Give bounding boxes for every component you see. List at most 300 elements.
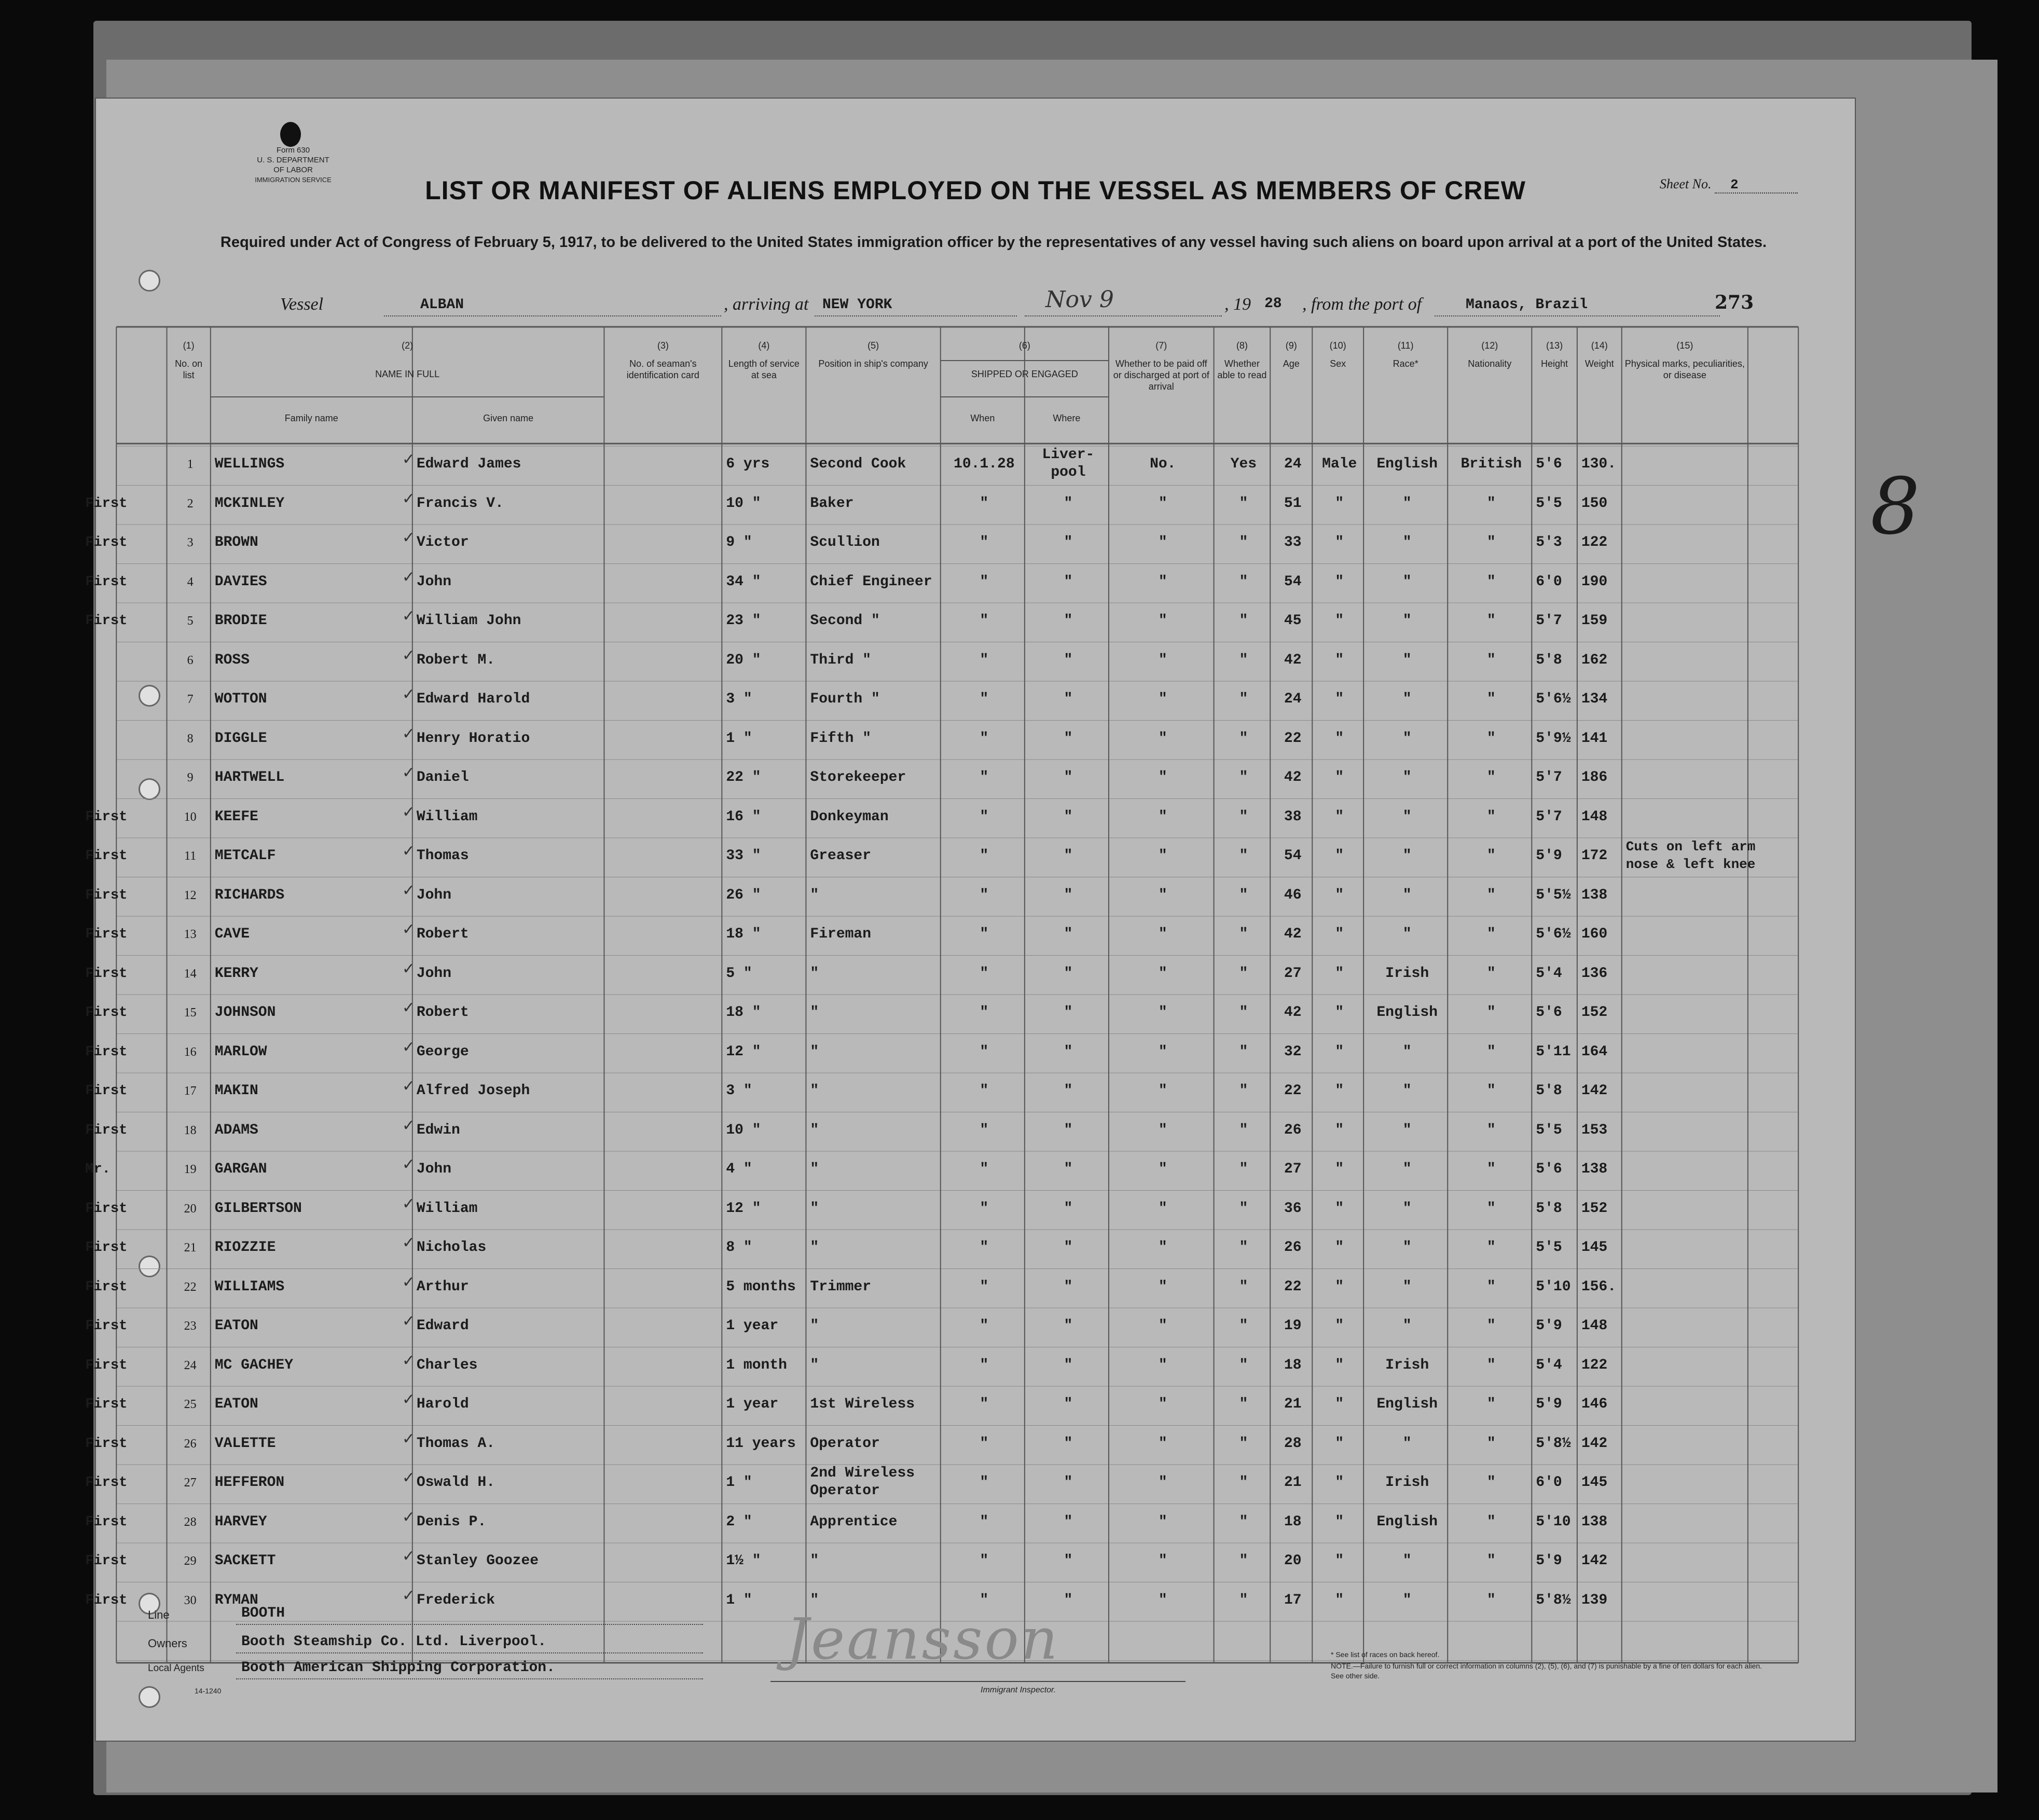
page-subtitle: Required under Act of Congress of February 5, 1917, to be delivered to the United States immigration officer by the representatives of any vessel having such aliens on board upon arrival at a port of the United States.	[220, 234, 1767, 251]
cell-position: Second "	[810, 613, 880, 629]
cell-read: "	[1239, 848, 1248, 864]
cell-position: Third "	[810, 652, 872, 668]
cell-when: "	[980, 1239, 989, 1256]
cell-service: 5 "	[726, 965, 752, 982]
cell-height: 5'9	[1536, 1553, 1562, 1569]
cell-weight: 153	[1581, 1122, 1608, 1138]
cell-where: "	[1064, 730, 1073, 747]
cell-position: Storekeeper	[810, 769, 906, 785]
column-header-c9: Age	[1283, 359, 1300, 369]
cell-service: 1½ "	[726, 1553, 761, 1569]
cell-where: "	[1064, 1396, 1073, 1412]
cell-weight: 146	[1581, 1396, 1608, 1412]
cell-mark: First	[85, 535, 128, 550]
year-prefix: , 19	[1224, 295, 1251, 314]
cell-nat: "	[1486, 573, 1496, 590]
column-header-c7: Whether to be paid off or discharged at port of arrival	[1113, 359, 1209, 392]
arrival-date-handwritten: Nov 9	[1045, 286, 1114, 313]
cell-age: 22	[1284, 1083, 1302, 1099]
cell-read: "	[1239, 573, 1248, 590]
cell-race: English	[1376, 1396, 1438, 1412]
cell-read: "	[1239, 1043, 1248, 1060]
cell-no: 20	[184, 1202, 197, 1216]
cell-paid: "	[1158, 1239, 1167, 1256]
cell-when: "	[980, 848, 989, 864]
cell-race: "	[1402, 613, 1412, 629]
check-mark-icon: ✓	[402, 1155, 415, 1174]
cell-given: Denis P.	[416, 1513, 487, 1530]
cell-paid: "	[1158, 652, 1167, 668]
cell-weight: 162	[1581, 652, 1608, 668]
cell-sex: "	[1335, 1122, 1344, 1138]
cell-nat: "	[1486, 808, 1496, 825]
cell-when: "	[980, 613, 989, 629]
cell-read: "	[1239, 1122, 1248, 1138]
cell-read: "	[1239, 1474, 1248, 1491]
cell-height: 5'5	[1536, 1239, 1562, 1256]
cell-where: "	[1064, 1357, 1073, 1373]
cell-sex: "	[1335, 887, 1344, 903]
cell-height: 5'8	[1536, 1083, 1562, 1099]
column-header-c15: Physical marks, peculiarities, or disease	[1624, 359, 1745, 380]
cell-service: 22 "	[726, 769, 761, 785]
cell-position: "	[810, 1083, 819, 1099]
cell-weight: 164	[1581, 1043, 1608, 1060]
cell-age: 46	[1284, 887, 1302, 903]
column-subheader-c2a: Family name	[284, 413, 338, 423]
cell-paid: "	[1158, 1278, 1167, 1295]
cell-nat: "	[1486, 1122, 1496, 1138]
check-mark-icon: ✓	[402, 1116, 415, 1135]
cell-paid: "	[1158, 848, 1167, 864]
column-subheader-c2b: Given name	[483, 413, 534, 423]
cell-nat: "	[1486, 1043, 1496, 1060]
cell-family: ADAMS	[214, 1122, 258, 1138]
cell-service: 33 "	[726, 848, 761, 864]
cell-no: 22	[184, 1280, 197, 1294]
cell-where: Liver- pool	[1042, 447, 1095, 480]
cell-mark: First	[85, 1592, 128, 1608]
cell-height: 5'5	[1536, 495, 1562, 512]
cell-height: 5'6	[1536, 1004, 1562, 1021]
cell-given: William	[416, 1200, 478, 1217]
service-name: IMMIGRATION SERVICE	[255, 176, 332, 184]
cell-nat: "	[1486, 1474, 1496, 1491]
cell-nat: "	[1486, 1239, 1496, 1256]
cell-no: 24	[184, 1358, 197, 1372]
column-number-c13: (13)	[1546, 340, 1563, 351]
cell-age: 36	[1284, 1200, 1302, 1217]
cell-family: RICHARDS	[214, 887, 285, 903]
check-mark-icon: ✓	[402, 607, 415, 625]
cell-mark: First	[85, 1475, 128, 1491]
cell-no: 16	[184, 1045, 197, 1059]
cell-race: "	[1402, 1161, 1412, 1177]
cell-height: 6'0	[1536, 1474, 1562, 1491]
cell-race: "	[1402, 848, 1412, 864]
cell-where: "	[1064, 1083, 1073, 1099]
column-subheader-c6b: Where	[1053, 413, 1081, 423]
cell-race: "	[1402, 1435, 1412, 1452]
cell-height: 5'6½	[1536, 926, 1571, 942]
cell-no: 23	[184, 1319, 197, 1333]
cell-service: 1 month	[726, 1357, 787, 1373]
inspector-label: Immigrant Inspector.	[981, 1686, 1056, 1694]
cell-age: 27	[1284, 965, 1302, 982]
cell-read: "	[1239, 1278, 1248, 1295]
cell-weight: 152	[1581, 1200, 1608, 1217]
form-number: Form 630	[276, 146, 310, 155]
cell-weight: 142	[1581, 1435, 1608, 1452]
cell-where: "	[1064, 965, 1073, 982]
cell-no: 1	[187, 458, 194, 471]
check-mark-icon: ✓	[402, 1234, 415, 1252]
cell-position: Trimmer	[810, 1278, 872, 1295]
cell-when: "	[980, 808, 989, 825]
department-name: U. S. DEPARTMENT OF LABOR	[257, 156, 329, 174]
cell-age: 24	[1284, 456, 1302, 472]
cell-position: "	[810, 1592, 819, 1608]
cell-where: "	[1064, 652, 1073, 668]
cell-position: Chief Engineer	[810, 573, 932, 590]
cell-height: 5'8½	[1536, 1435, 1571, 1452]
cell-position: Second Cook	[810, 456, 906, 472]
cell-family: RYMAN	[214, 1592, 258, 1608]
cell-nat: "	[1486, 1513, 1496, 1530]
agents-value: Booth American Shipping Corporation.	[241, 1660, 555, 1676]
cell-age: 22	[1284, 730, 1302, 747]
cell-where: "	[1064, 573, 1073, 590]
cell-family: JOHNSON	[214, 1004, 276, 1021]
cell-height: 5'8½	[1536, 1592, 1571, 1608]
cell-family: BROWN	[214, 534, 258, 550]
cell-where: "	[1064, 534, 1073, 550]
from-port: Manaos, Brazil	[1466, 297, 1588, 313]
cell-given: Stanley Goozee	[416, 1553, 539, 1569]
cell-position: "	[810, 887, 819, 903]
check-mark-icon: ✓	[402, 1469, 415, 1487]
cell-where: "	[1064, 613, 1073, 629]
cell-height: 5'7	[1536, 769, 1562, 785]
cell-no: 28	[184, 1515, 197, 1529]
cell-paid: "	[1158, 691, 1167, 707]
cell-height: 5'9	[1536, 1318, 1562, 1334]
check-mark-icon: ✓	[402, 568, 415, 586]
cell-sex: "	[1335, 1592, 1344, 1608]
arriving-label: , arriving at	[724, 295, 809, 314]
cell-race: "	[1402, 1043, 1412, 1060]
column-header-c3: No. of seaman's identification card	[626, 359, 699, 380]
cell-service: 2 "	[726, 1513, 752, 1530]
cell-given: Oswald H.	[416, 1474, 495, 1491]
cell-sex: "	[1335, 965, 1344, 982]
cell-weight: 139	[1581, 1592, 1608, 1608]
cell-family: KEEFE	[214, 808, 258, 825]
sheet-label: Sheet No.	[1659, 176, 1712, 191]
cell-weight: 142	[1581, 1553, 1608, 1569]
cell-nat: "	[1486, 1278, 1496, 1295]
arriving-port: NEW YORK	[822, 297, 892, 313]
check-mark-icon: ✓	[402, 1351, 415, 1370]
cell-read: "	[1239, 495, 1248, 512]
cell-sex: "	[1335, 1200, 1344, 1217]
cell-given: Robert	[416, 926, 469, 942]
column-number-c2: (2)	[402, 340, 414, 351]
cell-mark: First	[85, 1436, 128, 1452]
cell-service: 5 months	[726, 1278, 796, 1295]
cell-nat: British	[1461, 456, 1522, 472]
column-number-c3: (3)	[657, 340, 669, 351]
cell-sex: "	[1335, 573, 1344, 590]
cell-race: English	[1376, 1004, 1438, 1021]
cell-read: "	[1239, 769, 1248, 785]
cell-nat: "	[1486, 691, 1496, 707]
cell-height: 5'6½	[1536, 691, 1571, 707]
check-mark-icon: ✓	[402, 529, 415, 547]
cell-service: 11 years	[726, 1435, 796, 1452]
cell-weight: 159	[1581, 613, 1608, 629]
cell-family: GILBERTSON	[214, 1200, 302, 1217]
cell-nat: "	[1486, 1435, 1496, 1452]
cell-age: 42	[1284, 1004, 1302, 1021]
cell-given: Edward	[416, 1318, 469, 1334]
page-number: 273	[1715, 292, 1754, 313]
column-number-c5: (5)	[867, 340, 879, 351]
cell-race: "	[1402, 691, 1412, 707]
cell-weight: 160	[1581, 926, 1608, 942]
cell-service: 12 "	[726, 1043, 761, 1060]
cell-age: 27	[1284, 1161, 1302, 1177]
cell-when: "	[980, 1396, 989, 1412]
column-header-c11: Race*	[1393, 359, 1418, 369]
cell-race: "	[1402, 1592, 1412, 1608]
column-header-c10: Sex	[1330, 359, 1346, 369]
cell-service: 3 "	[726, 691, 752, 707]
cell-family: BRODIE	[214, 613, 267, 629]
cell-service: 10 "	[726, 495, 761, 512]
check-mark-icon: ✓	[402, 959, 415, 978]
cell-when: "	[980, 769, 989, 785]
cell-age: 42	[1284, 769, 1302, 785]
cell-position: "	[810, 1043, 819, 1060]
cell-position: "	[810, 1239, 819, 1256]
cell-age: 42	[1284, 652, 1302, 668]
cell-given: Francis V.	[416, 495, 504, 512]
check-mark-icon: ✓	[402, 489, 415, 508]
cell-race: "	[1402, 1122, 1412, 1138]
cell-height: 5'8	[1536, 652, 1562, 668]
cell-height: 5'4	[1536, 965, 1562, 982]
cell-given: Edward Harold	[416, 691, 530, 707]
cell-sex: "	[1335, 1239, 1344, 1256]
cell-sex: "	[1335, 1396, 1344, 1412]
cell-family: HARVEY	[214, 1513, 267, 1530]
cell-given: Robert	[416, 1004, 469, 1021]
cell-family: DIGGLE	[214, 730, 267, 747]
column-number-c11: (11)	[1397, 340, 1414, 351]
cell-service: 26 "	[726, 887, 761, 903]
margin-mark: 8	[1870, 462, 1920, 552]
cell-service: 16 "	[726, 808, 761, 825]
cell-height: 5'7	[1536, 808, 1562, 825]
cell-given: Daniel	[416, 769, 469, 785]
cell-paid: "	[1158, 730, 1167, 747]
check-mark-icon: ✓	[402, 685, 415, 704]
cell-paid: "	[1158, 1318, 1167, 1334]
cell-weight: 134	[1581, 691, 1608, 707]
cell-given: Charles	[416, 1357, 478, 1373]
cell-mark: First	[85, 848, 128, 864]
cell-sex: "	[1335, 613, 1344, 629]
cell-nat: "	[1486, 769, 1496, 785]
cell-age: 54	[1284, 848, 1302, 864]
cell-weight: 142	[1581, 1083, 1608, 1099]
column-header-c14: Weight	[1585, 359, 1614, 369]
cell-nat: "	[1486, 1318, 1496, 1334]
cell-service: 1 year	[726, 1396, 779, 1412]
cell-mark: First	[85, 809, 128, 825]
cell-paid: "	[1158, 495, 1167, 512]
cell-nat: "	[1486, 1200, 1496, 1217]
cell-sex: "	[1335, 1435, 1344, 1452]
cell-given: William John	[416, 613, 521, 629]
cell-position: "	[810, 1161, 819, 1177]
cell-race: "	[1402, 1553, 1412, 1569]
cell-sex: "	[1335, 730, 1344, 747]
cell-mark: Mr.	[85, 1162, 111, 1177]
cell-nat: "	[1486, 495, 1496, 512]
column-header-c1: No. on list	[175, 359, 203, 380]
cell-height: 5'9	[1536, 848, 1562, 864]
cell-family: CAVE	[214, 926, 250, 942]
check-mark-icon: ✓	[402, 881, 415, 900]
cell-family: SACKETT	[214, 1553, 276, 1569]
cell-nat: "	[1486, 1083, 1496, 1099]
check-mark-icon: ✓	[402, 842, 415, 860]
check-mark-icon: ✓	[402, 1547, 415, 1565]
cell-weight: 138	[1581, 887, 1608, 903]
cell-paid: "	[1158, 1553, 1167, 1569]
column-number-c12: (12)	[1481, 340, 1498, 351]
cell-position: Scullion	[810, 534, 880, 550]
from-port-label: , from the port of	[1302, 295, 1422, 314]
cell-weight: 150	[1581, 495, 1608, 512]
check-mark-icon: ✓	[402, 803, 415, 821]
cell-nat: "	[1486, 730, 1496, 747]
cell-race: "	[1402, 652, 1412, 668]
cell-given: Henry Horatio	[416, 730, 530, 747]
check-mark-icon: ✓	[402, 1077, 415, 1095]
page-title: LIST OR MANIFEST OF ALIENS EMPLOYED ON THE VESSEL AS MEMBERS OF CREW	[425, 176, 1526, 205]
cell-age: 32	[1284, 1043, 1302, 1060]
cell-no: 2	[187, 497, 194, 511]
cell-nat: "	[1486, 1396, 1496, 1412]
cell-sex: "	[1335, 1004, 1344, 1021]
cell-read: "	[1239, 613, 1248, 629]
cell-no: 26	[184, 1437, 197, 1451]
cell-given: John	[416, 1161, 452, 1177]
cell-position: "	[810, 1553, 819, 1569]
cell-family: WELLINGS	[214, 456, 285, 472]
cell-sex: "	[1335, 1278, 1344, 1295]
cell-service: 1 year	[726, 1318, 779, 1334]
line-value: BOOTH	[241, 1605, 285, 1621]
cell-family: MARLOW	[214, 1043, 267, 1060]
cell-paid: "	[1158, 887, 1167, 903]
cell-position: "	[810, 1357, 819, 1373]
cell-where: "	[1064, 691, 1073, 707]
cell-mark: First	[85, 1005, 128, 1021]
cell-weight: 172	[1581, 848, 1608, 864]
cell-age: 20	[1284, 1553, 1302, 1569]
cell-nat: "	[1486, 613, 1496, 629]
cell-nat: "	[1486, 534, 1496, 550]
vessel-name: ALBAN	[420, 297, 464, 313]
cell-age: 24	[1284, 691, 1302, 707]
cell-service: 4 "	[726, 1161, 752, 1177]
cell-mark: First	[85, 1357, 128, 1373]
cell-read: "	[1239, 1553, 1248, 1569]
cell-nat: "	[1486, 1004, 1496, 1021]
cell-position: 1st Wireless	[810, 1396, 915, 1412]
cell-age: 21	[1284, 1474, 1302, 1491]
cell-family: RIOZZIE	[214, 1239, 276, 1256]
cell-given: Frederick	[416, 1592, 495, 1608]
check-mark-icon: ✓	[402, 1586, 415, 1605]
cell-race: Irish	[1385, 965, 1429, 982]
cell-family: WILLIAMS	[214, 1278, 285, 1295]
cell-no: 3	[187, 536, 194, 549]
column-number-c15: (15)	[1676, 340, 1693, 351]
cell-weight: 186	[1581, 769, 1608, 785]
cell-sex: "	[1335, 1161, 1344, 1177]
cell-no: 9	[187, 771, 194, 784]
cell-nat: "	[1486, 887, 1496, 903]
cell-age: 51	[1284, 495, 1302, 512]
column-number-c4: (4)	[758, 340, 770, 351]
cell-read: "	[1239, 534, 1248, 550]
cell-height: 5'10	[1536, 1278, 1571, 1295]
cell-no: 6	[187, 653, 194, 667]
cell-family: EATON	[214, 1318, 258, 1334]
cell-sex: "	[1335, 1083, 1344, 1099]
cell-when: 10.1.28	[954, 456, 1015, 472]
cell-where: "	[1064, 769, 1073, 785]
cell-paid: "	[1158, 534, 1167, 550]
cell-race: English	[1376, 1513, 1438, 1530]
cell-when: "	[980, 1278, 989, 1295]
cell-sex: "	[1335, 495, 1344, 512]
cell-weight: 148	[1581, 808, 1608, 825]
cell-height: 5'6	[1536, 1161, 1562, 1177]
cell-weight: 136	[1581, 965, 1608, 982]
cell-height: 5'3	[1536, 534, 1562, 550]
cell-given: John	[416, 573, 452, 590]
cell-age: 18	[1284, 1513, 1302, 1530]
cell-sex: "	[1335, 652, 1344, 668]
check-mark-icon: ✓	[402, 1312, 415, 1330]
column-header-c12: Nationality	[1468, 359, 1512, 369]
cell-where: "	[1064, 1513, 1073, 1530]
cell-position: "	[810, 1318, 819, 1334]
check-mark-icon: ✓	[402, 724, 415, 743]
cell-age: 17	[1284, 1592, 1302, 1608]
cell-position: Operator	[810, 1435, 880, 1452]
cell-paid: "	[1158, 1357, 1167, 1373]
cell-paid: "	[1158, 613, 1167, 629]
cell-when: "	[980, 691, 989, 707]
cell-service: 1 "	[726, 1592, 752, 1608]
